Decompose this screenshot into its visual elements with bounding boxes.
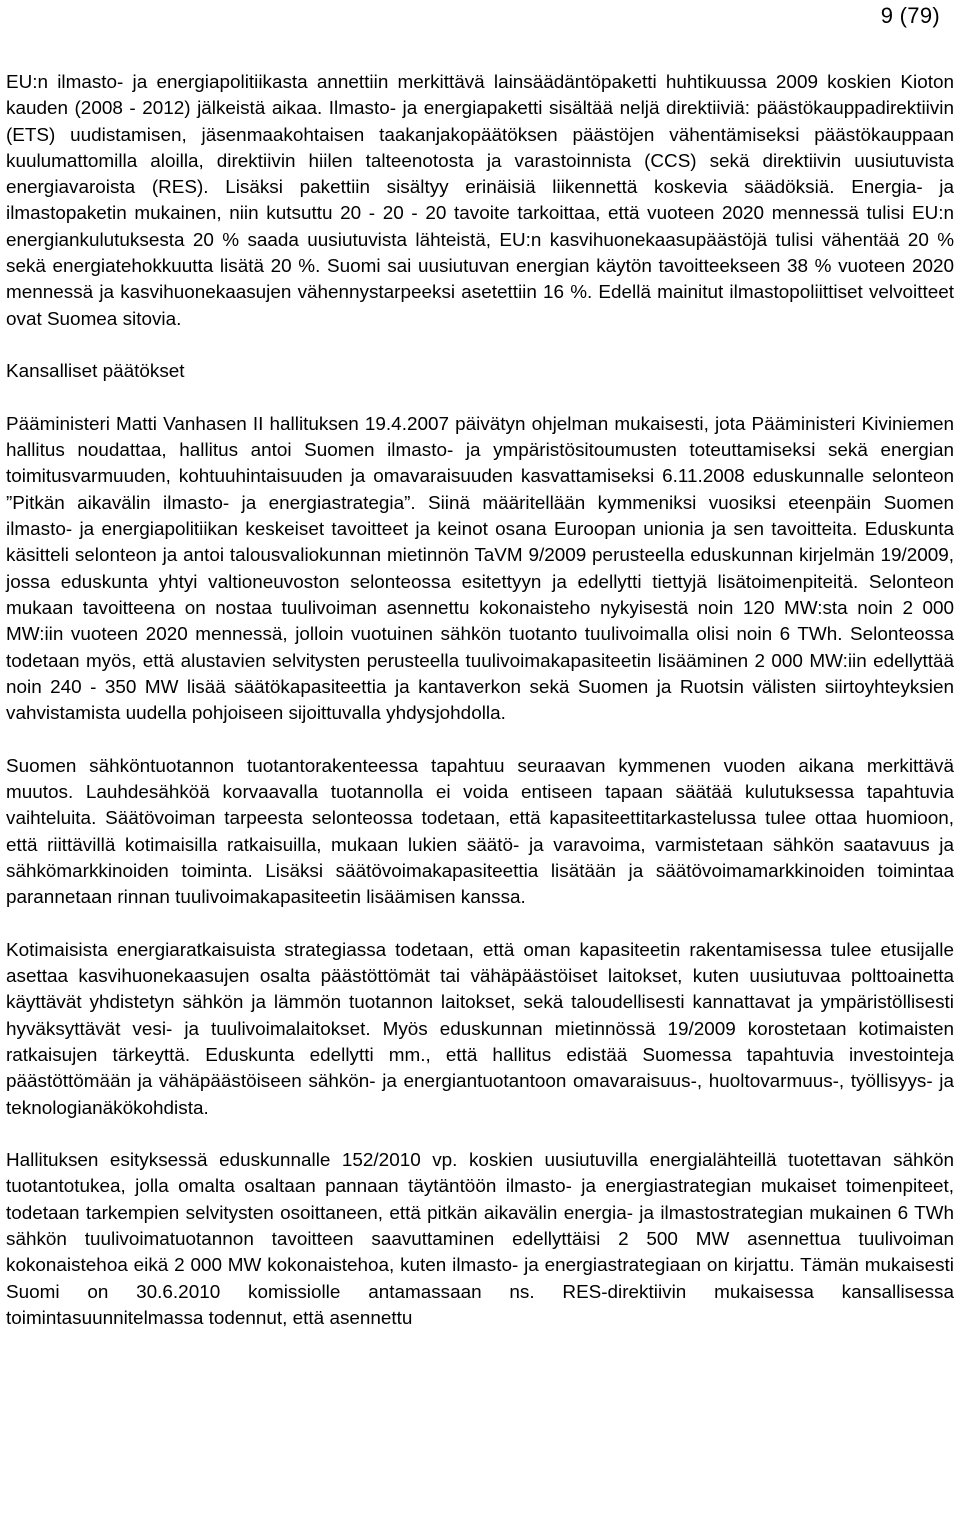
paragraph-government-programme: Pääministeri Matti Vanhasen II hallituksen 19.4.2007 päivätyn ohjelman mukaisesti, jota Pääministeri Kiviniemen hallitus noudattaa, hallitus antoi Suomen ilmasto- ja ympäristösitoumusten toteuttamiseksi sekä energian toimitusvarmuuden, kohtuuhintaisuuden ja omavaraisuuden kasvattamiseksi 6.11.2008 eduskunnalle selonteon ”Pitkän aikavälin ilmasto- ja energiastrategia”. Siinä määritellään kymmeniksi vuosiksi eteenpäin Suomen ilmasto- ja energiapolitiikan keskeiset tavoitteet ja keinot osana Euroopan unionia ja sen tavoitteita. Eduskunta käsitteli selonteon ja antoi talousvaliokunnan mietinnön TaVM 9/2009 perusteella eduskunnan kirjelmän 19/2009, jossa eduskunta yhtyi valtioneuvoston selonteossa esitettyyn ja edellytti tiettyjä lisätoimenpiteitä. Selonteon mukaan tavoitteena on nostaa tuulivoiman asennettu kokonaisteho nykyisestä noin 120 MW:sta noin 2 000 MW:iin vuoteen 2020 mennessä, jolloin vuotuinen sähkön tuotanto tuulivoimalla olisi noin 6 TWh. Selonteossa todetaan myös, että alustavien selvitysten perusteella tuulivoimakapasiteetin lisääminen 2 000 MW:iin edellyttää noin 240 - 350 MW lisää säätökapasiteettia ja kantaverkon sekä Suomen ja Ruotsin välisten siirtoyhteyksien vahvistamista uudella pohjoiseen sijoittuvalla yhdysjohdolla. <box>6 413 954 725</box>
paragraph-government-proposal: Hallituksen esityksessä eduskunnalle 152/2010 vp. koskien uusiutuvilla energialähteillä tuotettavan sähkön tuotantotukea, jolla omalta osaltaan pannaan täytäntöön ilmasto- ja energiastrategian mukaiset toimenpiteet, todetaan tarkempien selvitysten osoittaneen, että pitkän aikavälin energia- ja ilmastostrategian mukainen 6 TWh sähkön tuulivoimatuotannon tavoitteen saavuttaminen edellyttäisi 2 500 MW asennettua tuulivoiman kokonaistehoa eikä 2 000 MW kokonaistehoa, kuten ilmasto- ja energiastrategiaan on kirjattu. Tämän mukaisesti Suomi on 30.6.2010 komissiolle antamassaan ns. RES-direktiivin mukaisessa kansallisessa toimintasuunnitelmassa todennut, että asennettu <box>6 1150 954 1329</box>
document-body <box>6 70 954 1332</box>
page-number: 9 (79) <box>880 3 940 28</box>
paragraph-production-structure: Suomen sähköntuotannon tuotantorakenteessa tapahtuu seuraavan kymmenen vuoden aikana merkittävä muutos. Lauhdesähköä korvaavalla tuotannolla ei voida entiseen tapaan säätää kulutuksessa tapahtuvia vaihteluita. Säätövoiman tarpeesta selonteossa todetaan, että kapasiteettitarkastelussa tulee ottaa huomioon, että riittävillä kotimaisilla ratkaisuilla, mukaan lukien säätö- ja varavoima, varmistetaan sähkön saatavuus ja sähkömarkkinoiden toiminta. Lisäksi säätövoimakapasiteettia lisätään ja säätövoimamarkkinoiden toimintaa parannetaan rinnan tuulivoimakapasiteetin lisäämisen kanssa. <box>6 755 954 909</box>
paragraph-eu-climate-package: EU:n ilmasto- ja energiapolitiikasta annettiin merkittävä lainsäädäntöpaketti huhtikuussa 2009 koskien Kioton kauden (2008 - 2012) jälkeistä aikaa. Ilmasto- ja energiapaketti sisältää neljä direktiiviä: päästökauppadirektiivin (ETS) uudistamisen, jäsenmaakohtaisen taakanjakopäätöksen päästöjen vähentämiseksi päästökauppaan kuulumattomilla aloilla, direktiivin hiilen talteenotosta ja varastoinnista (CCS) sekä direktiivin uusiutuvista energiavaroista (RES). Lisäksi pakettiin sisältyy erinäisiä liikennettä koskevia säädöksiä. Energia- ja ilmastopaketin mukainen, niin kutsuttu 20 - 20 - 20 tavoite tarkoittaa, että vuoteen 2020 mennessä tulisi EU:n energiankulutuksesta 20 % saada uusiutuvista lähteistä, EU:n kasvihuonekaasupäästöjä tulisi vähentää 20 % sekä energiatehokkuutta lisätä 20 %. Suomi sai uusiutuvan energian käytön tavoitteekseen 38 % vuoteen 2020 mennessä ja kasvihuonekaasujen vähennystarpeeksi asetettiin 16 %. Edellä mainitut ilmastopoliittiset velvoitteet ovat Suomea sitovia. <box>6 72 954 330</box>
paragraph-domestic-solutions: Kotimaisista energiaratkaisuista strategiassa todetaan, että oman kapasiteetin rakentamisessa tulee etusijalle asettaa kasvihuonekaasujen osalta päästöttömät tai vähäpäästöiset laitokset, kuten uusiutuvaa polttoainetta käyttävät yhdistetyn sähkön ja lämmön tuotannon laitokset, sekä taloudellisesti kannattavat ja ympäristöllisesti hyväksyttävät vesi- ja tuulivoimalaitokset. Myös eduskunnan mietinnössä 19/2009 korostetaan kotimaisten ratkaisujen tärkeyttä. Eduskunta edellytti mm., että hallitus edistää Suomessa tapahtuvia investointeja päästöttömään ja vähäpäästöiseen sähkön- ja energiantuotantoon omavaraisuus-, huoltovarmuus-, työllisyys- ja teknologianäkökohdista. <box>6 939 954 1119</box>
section-heading-national-decisions: Kansalliset päätökset <box>6 361 185 383</box>
